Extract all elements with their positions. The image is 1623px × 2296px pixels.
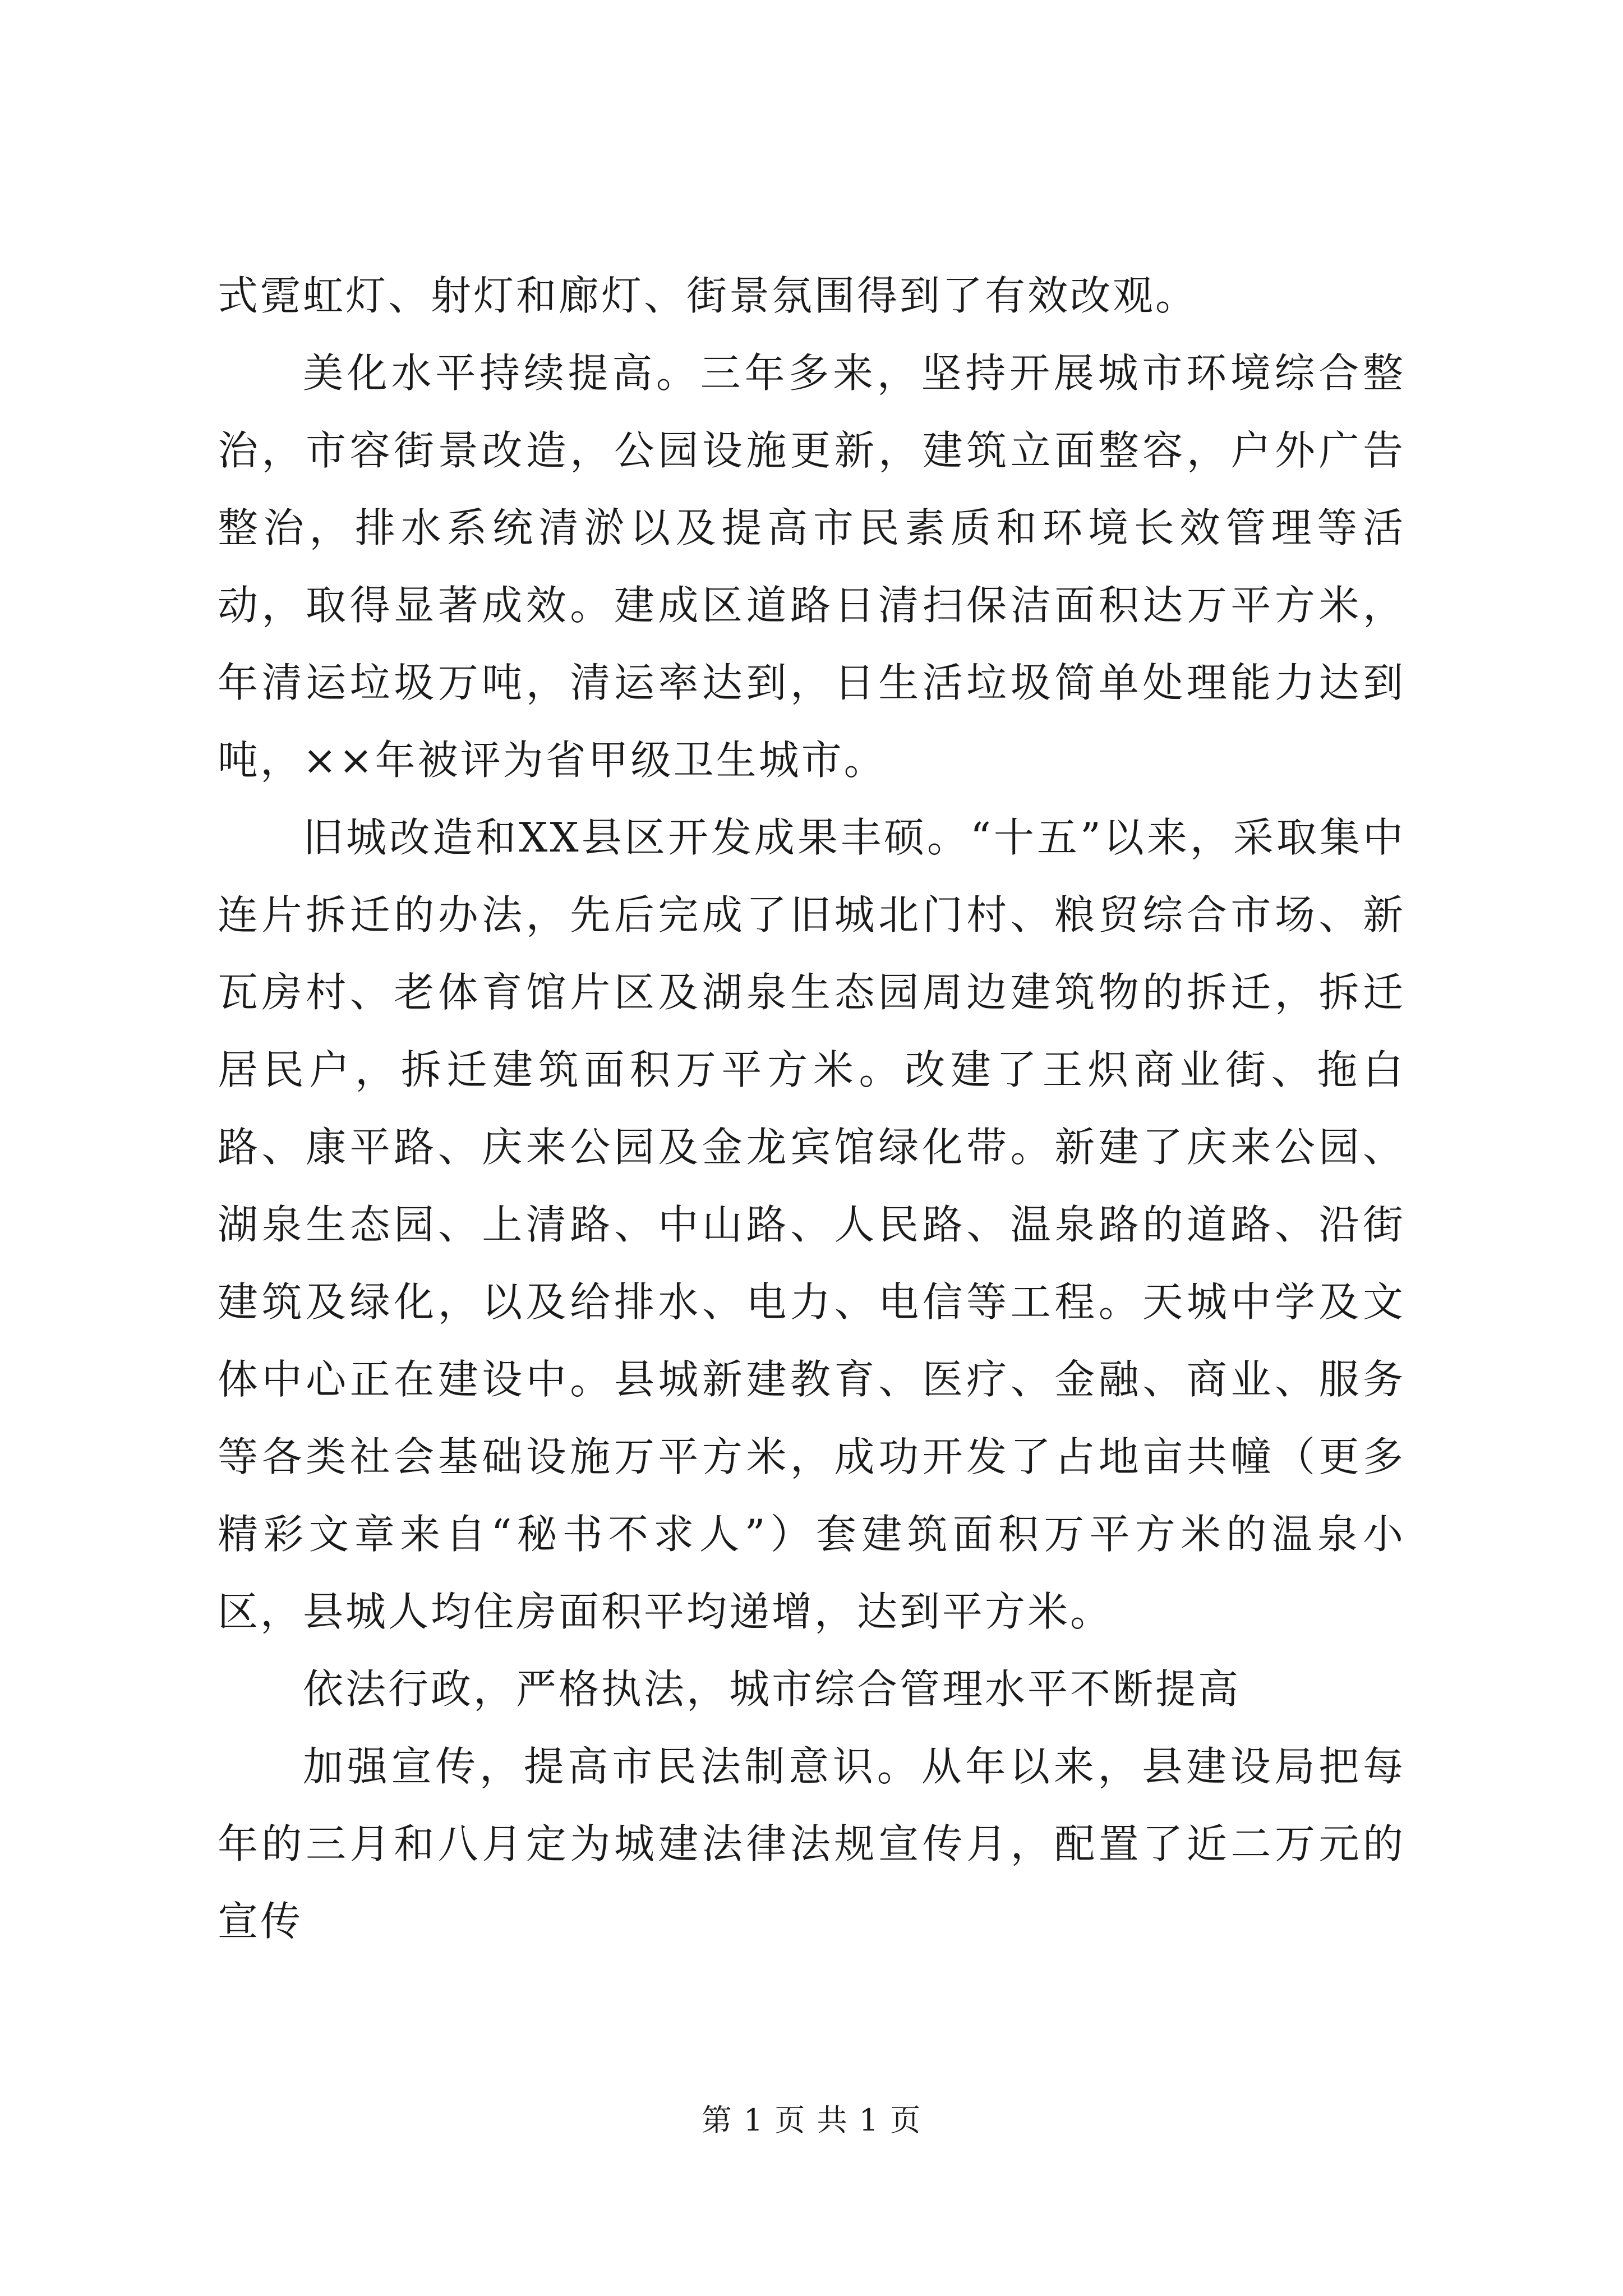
paragraph-beautification: 美化水平持续提高。三年多来，坚持开展城市环境综合整治，市容街景改造，公园设施更新，建筑立面整容，户外广告整治，排水系统清淤以及提高市民素质和环境长效管理等活动，取得显著成效。建成区道路日清扫保洁面积达万平方米，年清运垃圾万吨，清运率达到，日生活垃圾简单处理能力达到吨，××年被评为省甲级卫生城市。 xyxy=(218,349,1405,784)
paragraph-old-city-renovation: 旧城改造和XX县区开发成果丰硕。“十五”以来，采取集中连片拆迁的办法，先后完成了旧城北门村、粮贸综合市场、新瓦房村、老体育馆片区及湖泉生态园周边建筑物的拆迁，拆迁居民户，拆迁建筑面积万平方米。改建了王炽商业街、拖白路、康平路、庆来公园及金龙宾馆绿化带。新建了庆来公园、湖泉生态园、上清路、中山路、人民路、温泉路的道路、沿街建筑及绿化，以及给排水、电力、电信等工程。天城中学及文体中心正在建设中。县城新建教育、医疗、金融、商业、服务等各类社会基础设施万平方米，成功开发了占地亩共幢（更多精彩文章来自“秘书不求人”）套建筑面积万平方米的温泉小区，县城人均住房面积平均递增，达到平方米。 xyxy=(218,814,1405,1635)
page-footer-number: 第 1 页 共 1 页 xyxy=(701,2102,922,2138)
section-heading-law-enforcement: 依法行政，严格执法，城市综合管理水平不断提高 xyxy=(303,1665,1241,1713)
paragraph-continuation: 式霓虹灯、射灯和廊灯、街景氛围得到了有效改观。 xyxy=(218,272,1198,319)
paragraph-legal-publicity: 加强宣传，提高市民法制意识。从年以来，县建设局把每年的三月和八月定为城建法律法规宣传月，配置了近二万元的宣传 xyxy=(218,1743,1405,1945)
document-body xyxy=(218,257,1405,1960)
